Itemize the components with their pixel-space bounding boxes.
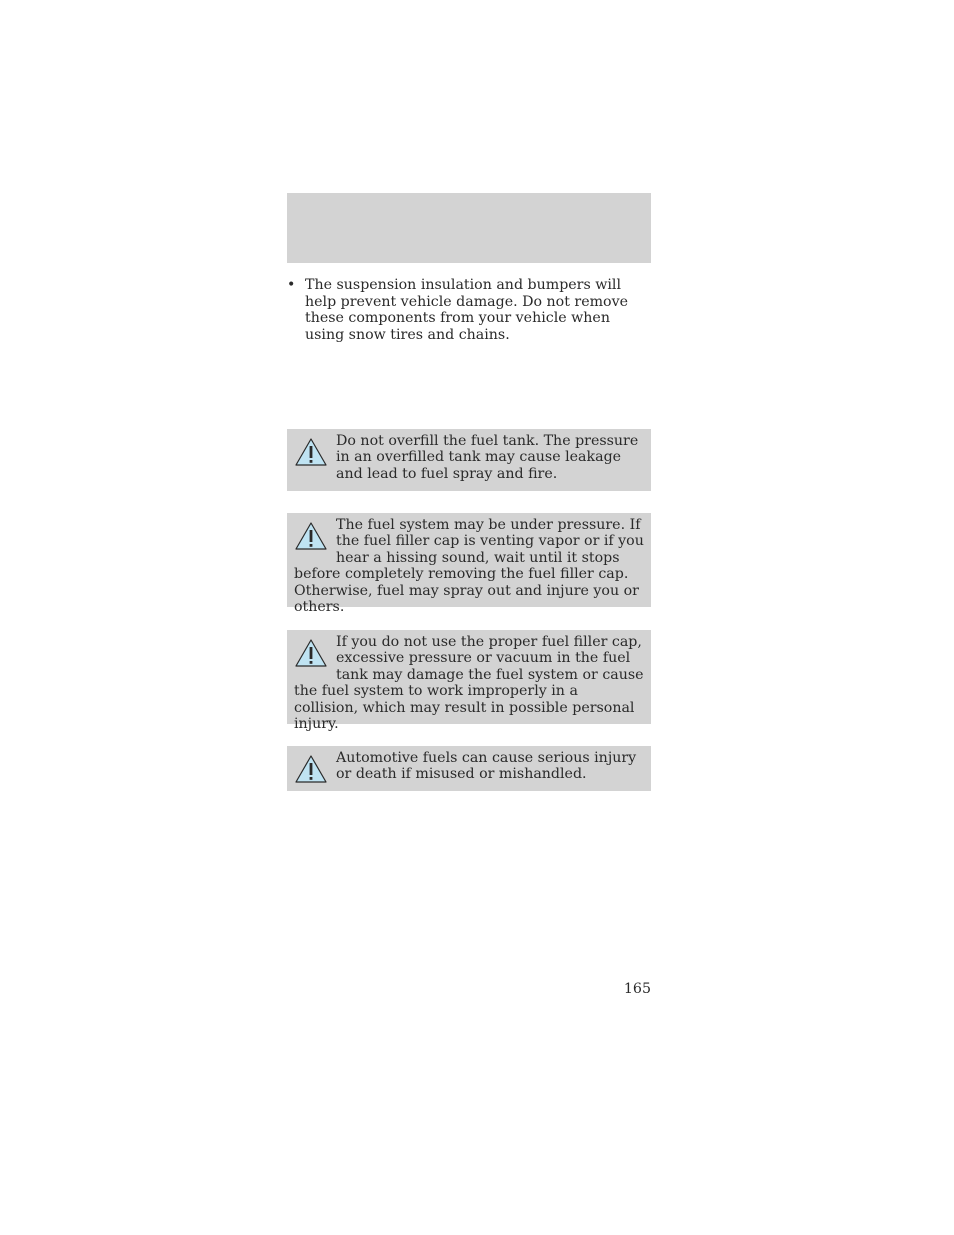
warning-triangle-icon [294, 638, 328, 668]
warning-text: Do not overfill the fuel tank. The pressure in an overfilled tank may cause leakage and lead to fuel spray and fire. [336, 433, 639, 482]
bullet-text: The suspension insulation and bumpers will help prevent vehicle damage. Do not remove these components from your vehicle when using snow tires and chains. [305, 277, 629, 343]
warning-box-filler-cap [287, 630, 651, 733]
section-header-band [287, 193, 651, 263]
bullet-list-item [287, 277, 651, 343]
warning-box-pressure [287, 513, 651, 616]
warning-triangle-icon [294, 521, 328, 551]
page-number: 165 [623, 981, 651, 997]
warning-text: If you do not use the proper fuel filler cap, excessive pressure or vacuum in the fuel tank may damage the fuel system or cause the fuel system to work improperly in a collision, which may result in possible personal injury. [294, 634, 644, 733]
warning-box-automotive-fuels [287, 746, 651, 791]
bullet-marker: • [287, 277, 296, 293]
warning-triangle-icon [294, 754, 328, 784]
warning-triangle-icon [294, 437, 328, 467]
warning-text: Automotive fuels can cause serious injury or death if misused or mishandled. [336, 750, 637, 783]
warning-text: The fuel system may be under pressure. If the fuel filler cap is venting vapor or if you hear a hissing sound, wait until it stops before completely removing the fuel filler cap. Otherwise, fuel may spray out and injure you or others. [294, 517, 644, 616]
warning-box-overfill [287, 429, 651, 491]
